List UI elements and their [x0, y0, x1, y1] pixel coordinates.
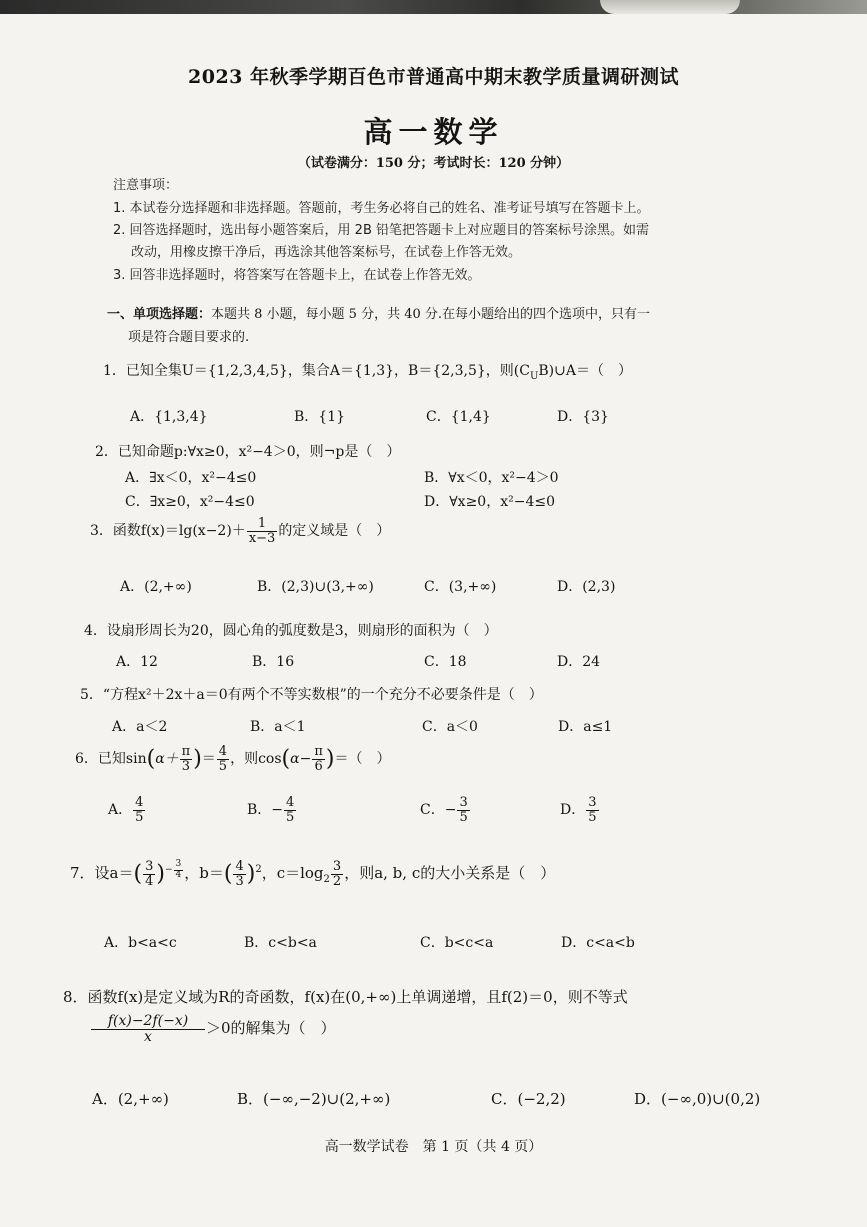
q7-option-c[interactable]: C．b<c<a: [420, 935, 494, 951]
q2-option-d[interactable]: D．∀x≥0，x²−4≤0: [424, 494, 555, 510]
q8-option-d[interactable]: D．(−∞,0)∪(0,2): [634, 1090, 761, 1108]
exam-title: 2023 年秋季学期百色市普通高中期末教学质量调研测试: [188, 66, 679, 88]
q6-option-a[interactable]: A． $\frac{4}{5}$: [108, 795, 144, 825]
q3-option-d[interactable]: D．(2,3): [557, 579, 616, 595]
section-1-intro: [107, 303, 650, 322]
q2-option-a[interactable]: A．∃x＜0，x²−4≤0: [125, 470, 257, 486]
q3-option-c[interactable]: C．(3,+∞): [424, 579, 497, 595]
q2-option-c[interactable]: C．∃x≥0，x²−4≤0: [125, 494, 255, 510]
question-6: 6．已知sin(α＋ $\frac{\pi}{3}$ )＝ $\frac{4}{5}$ ，则cos(α− $\frac{\pi}{6}$ )＝（ ）: [75, 744, 391, 774]
q6-option-b[interactable]: B．− $\frac{4}{5}$: [247, 795, 295, 825]
q4-option-c[interactable]: C．18: [424, 654, 467, 670]
q6-pi-over-6: $\frac{\pi}{6}$: [314, 744, 323, 774]
q3-fraction: $\frac{1}{x-3}$: [248, 516, 276, 546]
q3-option-b[interactable]: B．(2,3)∪(3,+∞): [257, 579, 374, 595]
q7-option-d[interactable]: D．c<a<b: [561, 935, 635, 951]
q5-option-b[interactable]: B．a＜1: [250, 719, 306, 735]
q6-option-d[interactable]: D． $\frac{3}{5}$: [560, 795, 597, 825]
q6-pi-over-3: $\frac{\pi}{3}$: [181, 744, 191, 774]
q8-option-b[interactable]: B．(−∞,−2)∪(2,+∞): [237, 1090, 391, 1108]
q3-option-a[interactable]: A．(2,+∞): [120, 579, 192, 595]
q6-option-c[interactable]: C．− $\frac{3}{5}$: [420, 795, 468, 825]
question-8-cont: $\frac{f(x)-2f(-x)}{x}$ ＞0的解集为（ ）: [90, 1014, 336, 1044]
q7-option-b[interactable]: B．c<b<a: [244, 935, 317, 951]
q8-option-c[interactable]: C．(−2,2): [491, 1090, 566, 1108]
q5-option-a[interactable]: A．a＜2: [112, 719, 168, 735]
q1-option-a[interactable]: A．{1,3,4}: [130, 409, 208, 425]
q5-option-d[interactable]: D．a≤1: [558, 719, 613, 735]
subject-title: 高一数学: [363, 115, 504, 149]
q7-option-a[interactable]: A．b<a<c: [104, 935, 177, 951]
q8-fraction: $\frac{f(x)-2f(-x)}{x}$: [91, 1014, 205, 1044]
q4-option-b[interactable]: B．16: [252, 654, 295, 670]
q6-four-fifths: $\frac{4}{5}$: [218, 744, 228, 774]
q7-a-exponent: − 3 4: [164, 859, 182, 880]
question-7: 7．设a＝( $\frac{3}{4}$ ) $^{- \frac{3}{4}}$ ，b＝( $\frac{4}{3}$ )$^2$，$c=\log_2$ $\frac{3}{2}$ ，则a, b, c的大小关系是（ ）: [70, 859, 556, 889]
q1-option-c[interactable]: C．{1,4}: [426, 409, 491, 425]
q4-option-a[interactable]: A．12: [116, 654, 158, 670]
q1-option-b[interactable]: B．{1}: [294, 409, 346, 425]
section-1-text: 本题共 8 小题，每小题 5 分，共 40 分.在每小题给出的四个选项中，只有一: [211, 307, 651, 322]
question-5: 5．“方程x²＋2x＋a＝0有两个不等实数根”的一个充分不必要条件是（ ）: [80, 687, 543, 703]
q5-option-c[interactable]: C．a＜0: [422, 719, 478, 735]
section-1-text-cont: 项是符合题目要求的.: [128, 330, 250, 345]
question-8: 8．函数f(x)是定义域为R的奇函数，f(x)在(0,+∞)上单调递增，且f(2)＝0，则不等式: [63, 988, 628, 1006]
question-3: 3．函数f(x)＝lg(x−2)＋ $\frac{1}{x-3}$ 的定义域是（ ）: [90, 516, 391, 546]
notes-item-2-cont: 改动，用橡皮擦干净后，再选涂其他答案标号，在试卷上作答无效。: [131, 245, 522, 260]
q8-option-a[interactable]: A．(2,+∞): [92, 1090, 169, 1108]
question-1: 1．已知全集U＝{1,2,3,4,5}，集合A＝{1,3}，B＝{2,3,5}，则$(C_UB)\cup A=$（ ）: [103, 363, 632, 382]
scan-top-edge: [0, 0, 867, 14]
question-2: 2．已知命题p:∀x≥0，x²−4＞0，则¬p是（ ）: [95, 444, 401, 460]
q4-option-d[interactable]: D．24: [557, 654, 601, 670]
q2-option-b[interactable]: B．∀x＜0，x²−4＞0: [424, 470, 559, 486]
notes-item-1: 1. 本试卷分选择题和非选择题。答题前，考生务必将自己的姓名、准考证号填写在答题卡上。: [113, 201, 650, 216]
exam-info: （试卷满分：150 分；考试时长：120 分钟）: [297, 156, 570, 171]
q1-option-d[interactable]: D．{3}: [557, 409, 609, 425]
notes-item-3: 3. 回答非选择题时，将答案写在答题卡上，在试卷上作答无效。: [113, 268, 481, 283]
page-footer: 高一数学试卷 第 1 页（共 4 页）: [324, 1139, 543, 1155]
section-1-heading: 一、单项选择题：: [107, 307, 212, 322]
notes-item-2: 2. 回答选择题时，选出每小题答案后，用 2B 铅笔把答题卡上对应题目的答案标号涂黑。如需: [113, 223, 649, 238]
notes-heading: 注意事项：: [113, 178, 179, 193]
question-4: 4．设扇形周长为20，圆心角的弧度数是3，则扇形的面积为（ ）: [84, 623, 498, 639]
